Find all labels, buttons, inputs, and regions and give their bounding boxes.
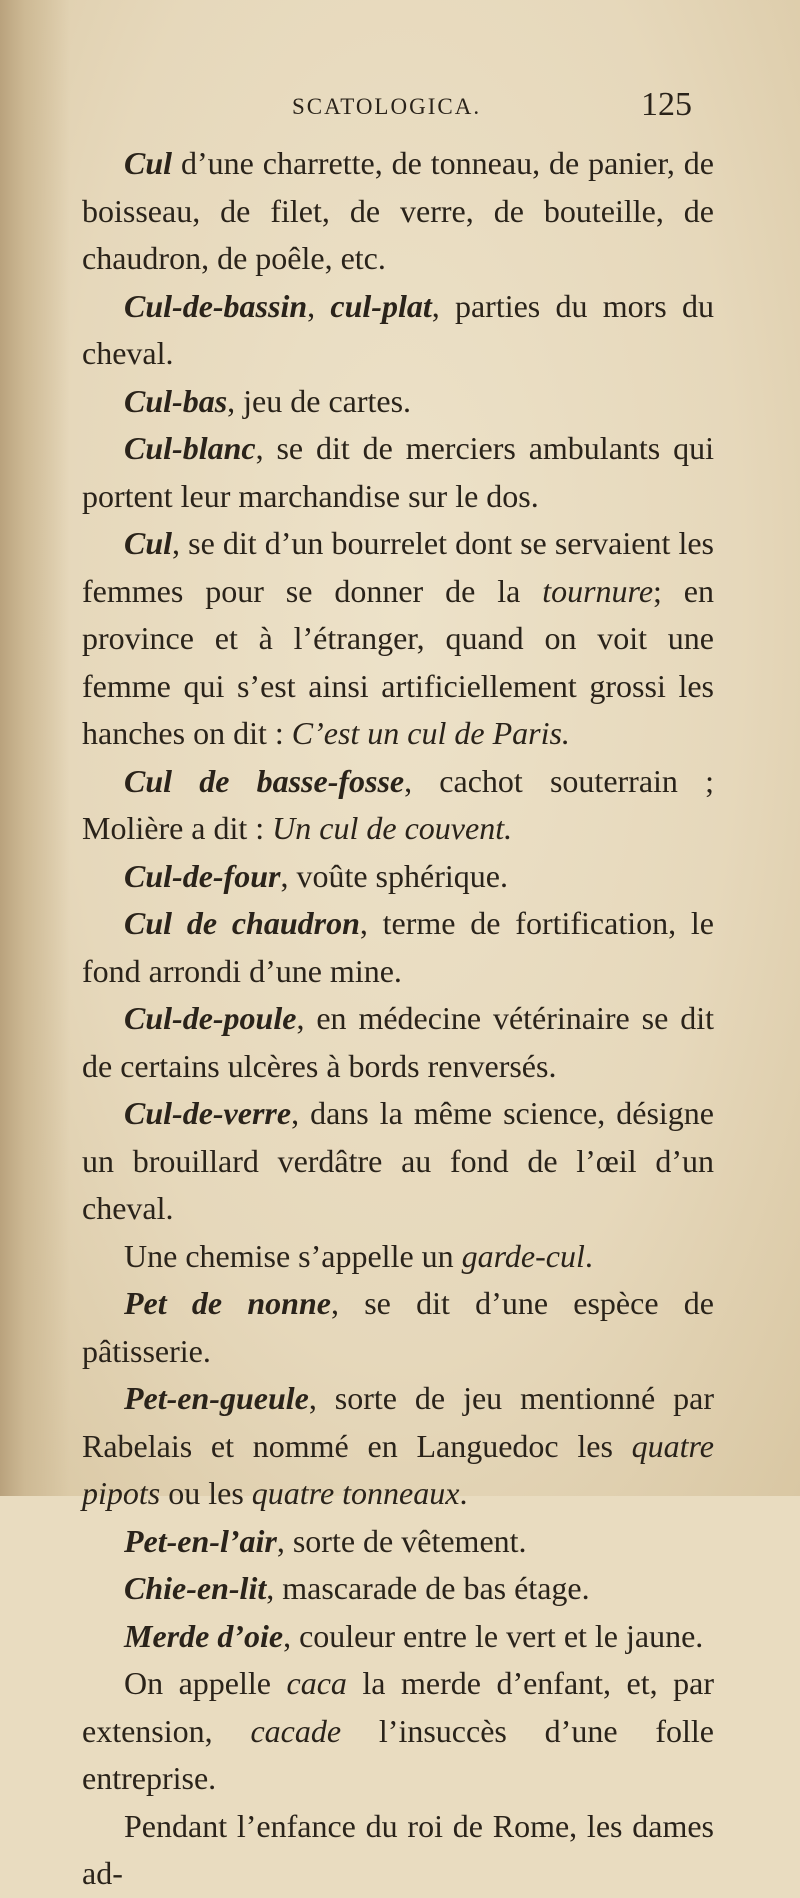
text-run: On appelle — [124, 1665, 287, 1701]
entry-term: Pet-en-l’air — [124, 1522, 277, 1559]
page-number: 125 — [641, 86, 692, 123]
paragraph — [82, 1090, 714, 1233]
entry-term: Chie-en-lit — [124, 1570, 267, 1606]
entry-term: Pet de nonne — [124, 1285, 331, 1321]
paragraph — [82, 520, 714, 758]
text-run: , mascarade de bas étage. — [266, 1570, 590, 1606]
text-run: ; en province et à l’étranger, quand on voit une femme qui s’est ainsi artificiellement grossi les hanches on dit : — [82, 572, 715, 751]
entry-term: Cul-bas — [124, 382, 228, 419]
text-run: . — [584, 1237, 593, 1274]
paragraph — [82, 1375, 714, 1518]
running-head: SCATOLOGICA. — [292, 94, 482, 119]
text-run: , se dit d’un bourrelet dont se servaient les femmes pour se donner de la — [82, 525, 714, 609]
italic-text: garde-cul — [461, 1237, 585, 1274]
paragraph — [82, 995, 714, 1090]
text-run: , en médecine vétérinaire se dit de certains ulcères à bords renversés. — [82, 1000, 714, 1084]
italic-text: quatre pipots — [82, 1427, 714, 1511]
paragraph — [82, 1280, 714, 1375]
italic-text: cacade — [250, 1712, 342, 1749]
entry-term: Cul — [124, 145, 173, 181]
entry-term: Cul-de-verre — [124, 1095, 292, 1131]
entry-term: Cul de basse-fosse — [124, 762, 405, 799]
text-run: , sorte de jeu mentionné par Rabelais et nommé en Languedoc les — [82, 1380, 714, 1464]
text-run: . — [459, 1475, 468, 1511]
entry-term: Cul-blanc — [124, 430, 256, 466]
body-text — [82, 140, 714, 1898]
entry-term: Pet-en-gueule — [124, 1380, 309, 1416]
text-run: , — [307, 287, 331, 324]
entry-term: Cul de chaudron — [124, 905, 360, 941]
italic-text: quatre tonneaux — [251, 1475, 460, 1511]
text-run: , cachot souterrain ; Molière a dit : — [82, 762, 715, 846]
paragraph — [82, 1660, 714, 1803]
page-edge-shadow — [0, 0, 70, 1496]
paragraph — [82, 140, 714, 283]
paragraph — [82, 1233, 714, 1281]
text-run: , dans la même science, désigne un brouillard verdâtre au fond de l’œil d’un cheval. — [82, 1095, 714, 1226]
entry-term: Merde d’oie — [124, 1617, 284, 1654]
italic-text: Un cul de couvent. — [272, 810, 513, 846]
paragraph — [82, 900, 714, 995]
page-header — [292, 86, 692, 134]
paragraph — [82, 853, 714, 901]
paragraph — [82, 425, 714, 520]
entry-term: Cul-de-four — [124, 857, 281, 894]
text-run: , terme de fortification, le fond arrondi d’une mine. — [82, 905, 715, 989]
italic-text: tournure — [542, 572, 654, 609]
text-run: ou les — [160, 1475, 252, 1511]
entry-term: Cul-de-bassin — [124, 287, 308, 324]
paragraph — [82, 1565, 714, 1613]
text-run: Pendant l’enfance du roi de Rome, les dames ad- — [82, 1807, 714, 1891]
paragraph — [82, 1518, 714, 1566]
text-run: , sorte de vêtement. — [276, 1522, 527, 1559]
text-run: l’insuccès d’une folle entreprise. — [82, 1712, 715, 1796]
text-run: , se dit d’une espèce de pâtisserie. — [82, 1285, 715, 1369]
paragraph — [82, 1803, 714, 1898]
paragraph — [82, 378, 714, 426]
entry-term: Cul-de-poule — [124, 1000, 297, 1036]
entry-term: Cul — [124, 525, 173, 561]
paragraph — [82, 283, 714, 378]
paragraph — [82, 758, 714, 853]
italic-text: C’est un cul de Paris. — [291, 715, 570, 751]
text-run: , se dit de merciers ambulants qui portent leur marchandise sur le dos. — [82, 430, 714, 514]
paragraph — [82, 1613, 714, 1661]
text-run: Une chemise s’appelle un — [124, 1237, 462, 1274]
text-run: , parties du mors du cheval. — [82, 287, 715, 371]
text-run: la merde d’enfant, et, par extension, — [82, 1665, 715, 1749]
italic-text: caca — [286, 1665, 347, 1701]
text-run: d’une charrette, de tonneau, de panier, de boisseau, de filet, de verre, de bouteille, de chaudron, de poêle, etc. — [82, 145, 714, 276]
entry-term: cul-plat — [330, 287, 432, 324]
text-run: , couleur entre le vert et le jaune. — [283, 1617, 704, 1654]
text-run: , jeu de cartes. — [227, 382, 412, 419]
text-run: , voûte sphérique. — [280, 857, 508, 894]
